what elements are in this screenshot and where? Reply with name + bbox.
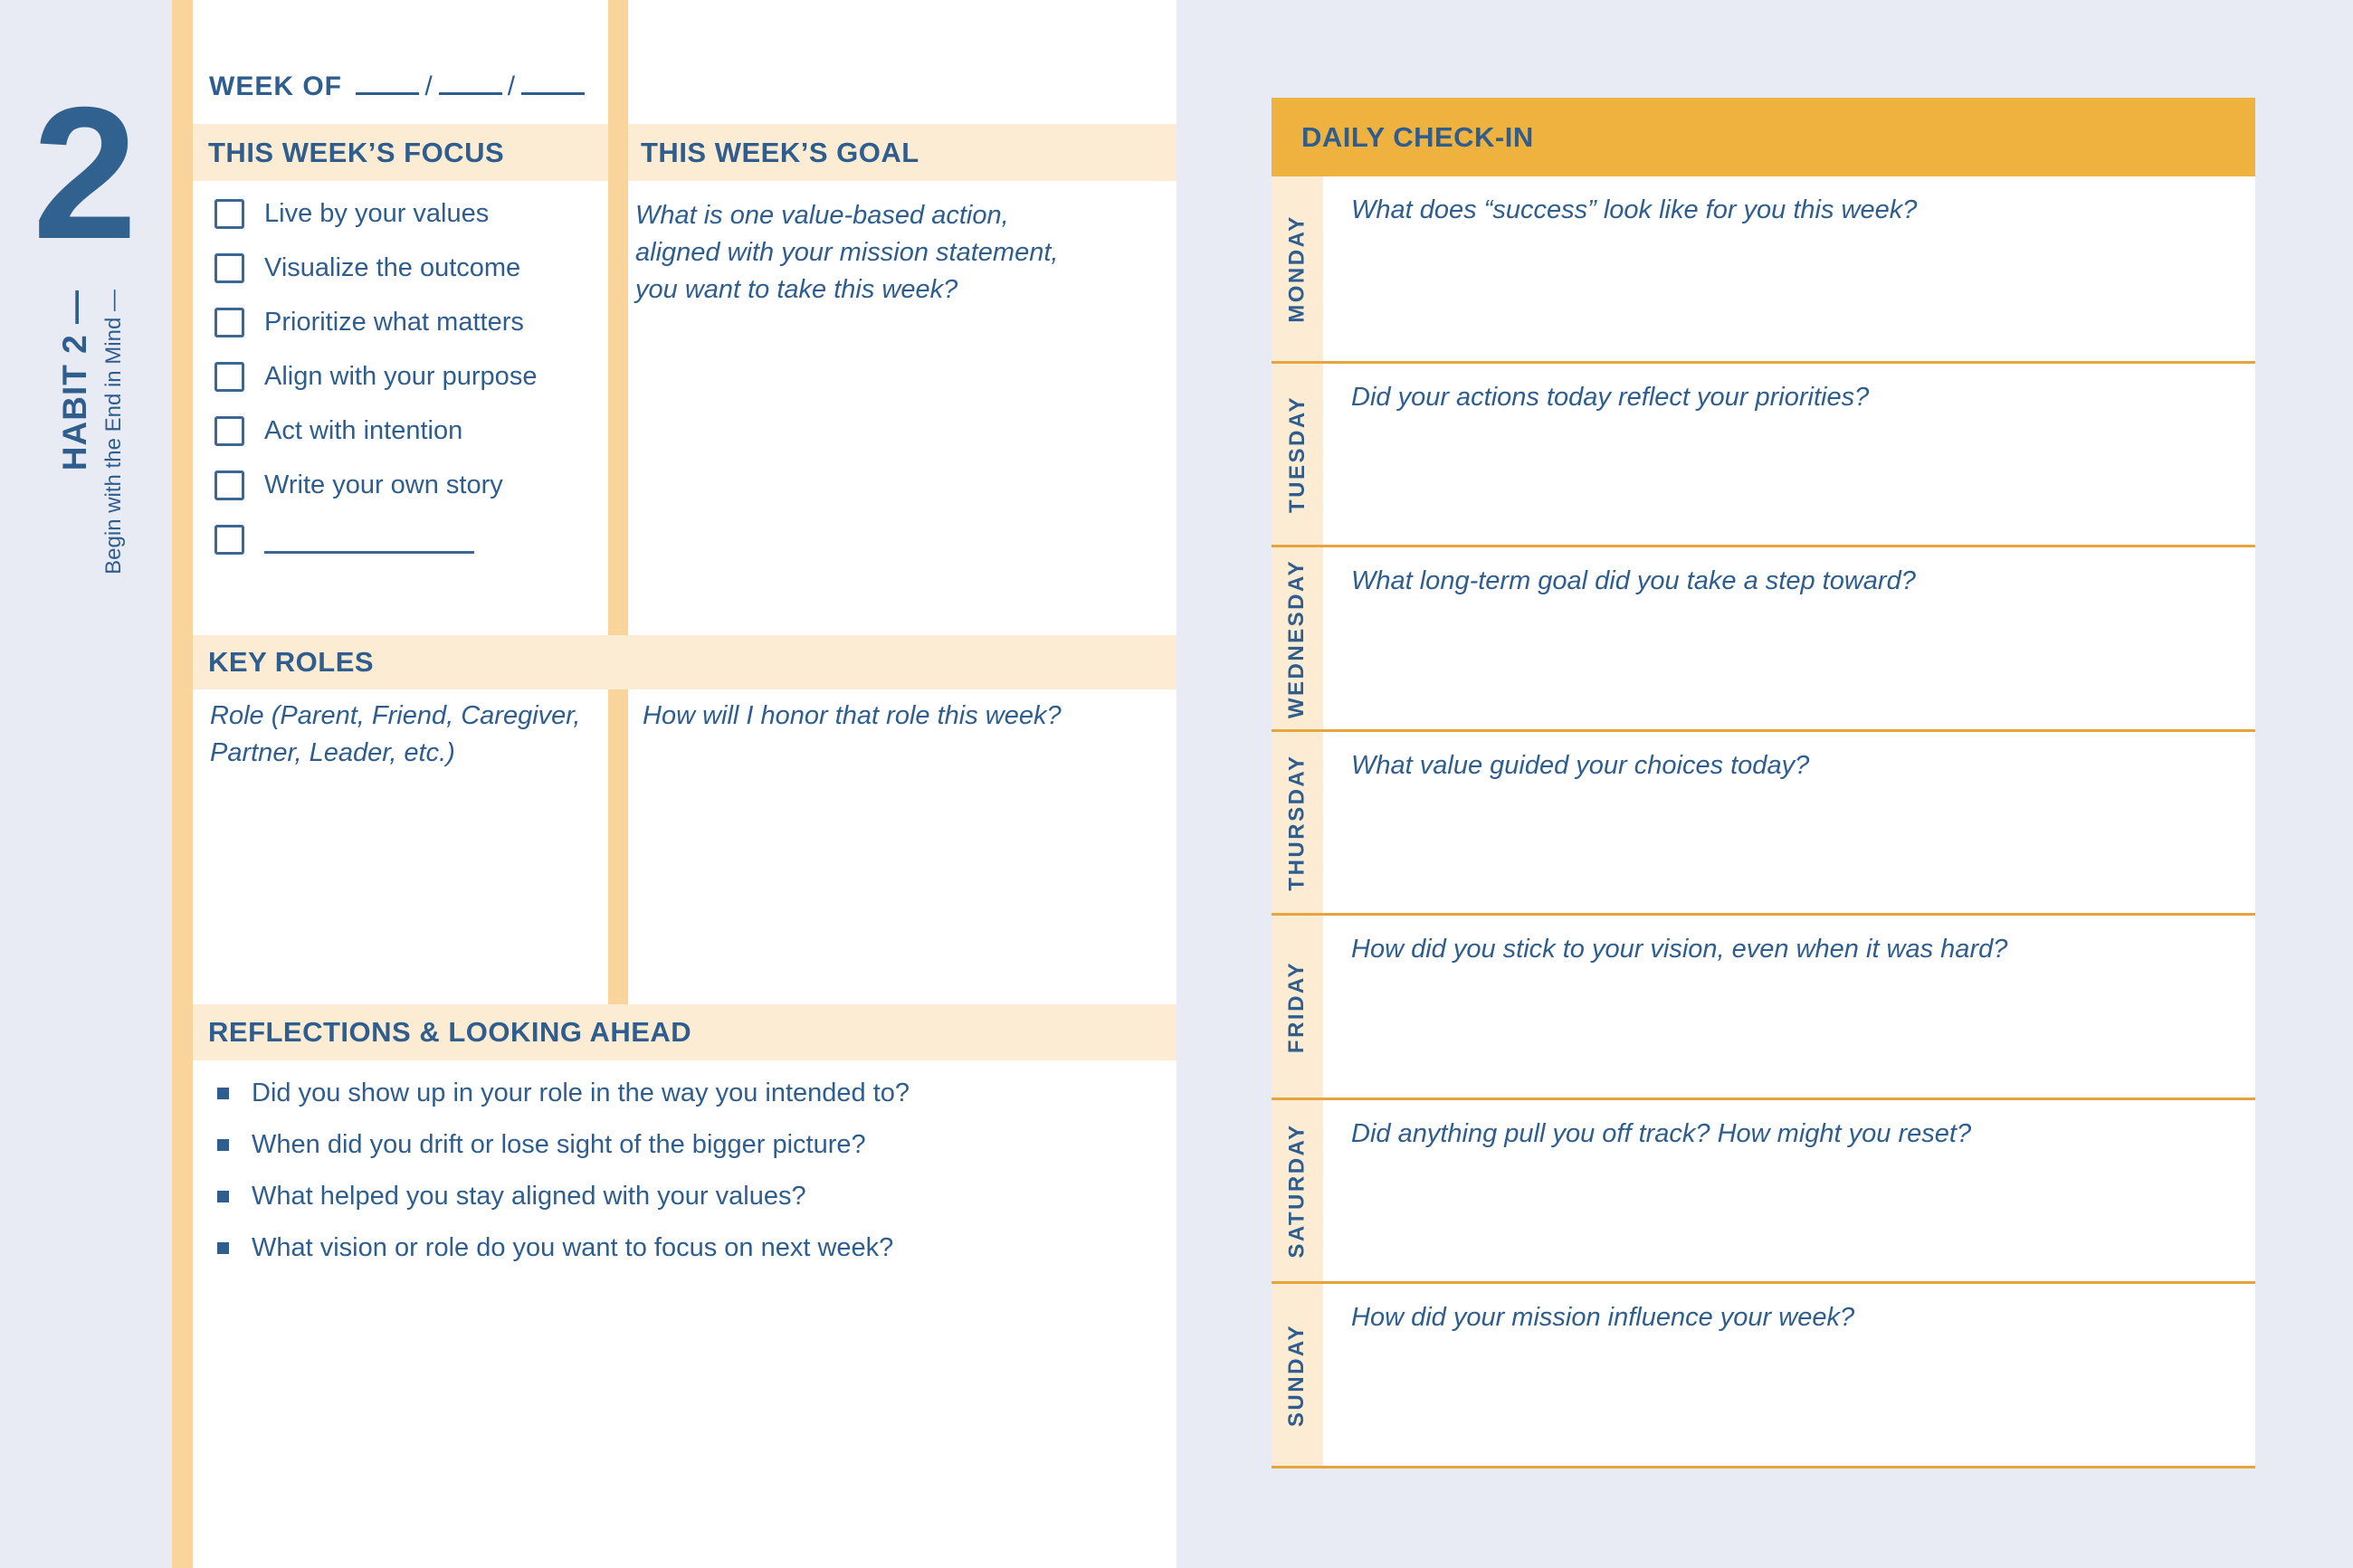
- daily-checkin-panel: [1272, 98, 2255, 1466]
- day-row-sunday[interactable]: [1272, 1281, 2255, 1466]
- day-row-monday[interactable]: [1272, 176, 2255, 361]
- reflection-list: [217, 1079, 910, 1263]
- day-label-cell: [1272, 916, 1323, 1098]
- reflection-item: [217, 1130, 910, 1160]
- reflection-question: What vision or role do you want to focus on next week?: [252, 1233, 894, 1262]
- goal-prompt: What is one value-based action, aligned with your mission statement, you want to take this week?: [635, 201, 1059, 304]
- week-of-blank-day[interactable]: [439, 69, 502, 95]
- goal-title: THIS WEEK’S GOAL: [641, 136, 919, 168]
- day-row-wednesday[interactable]: [1272, 545, 2255, 729]
- day-question: What long-term goal did you take a step toward?: [1351, 566, 1916, 595]
- reflection-question: Did you show up in your role in the way you intended to?: [252, 1079, 910, 1107]
- day-label: THURSDAY: [1284, 754, 1310, 891]
- checklist-item: [214, 362, 537, 392]
- reflection-item: [217, 1233, 910, 1263]
- bullet-square-icon: [217, 1242, 229, 1254]
- week-of-label: WEEK OF: [209, 71, 342, 101]
- checklist-item-label: Act with intention: [264, 416, 463, 445]
- daily-checkin-title: DAILY CHECK-IN: [1301, 120, 1534, 153]
- em-dash-icon: —: [56, 290, 93, 324]
- section-band-key-roles: [193, 635, 1176, 689]
- day-row-tuesday[interactable]: [1272, 361, 2255, 545]
- habit-title: HABIT 2: [56, 334, 93, 471]
- checklist-item: [214, 470, 537, 500]
- week-of-blank-year[interactable]: [521, 69, 585, 95]
- day-question: Did your actions today reflect your priorities?: [1351, 383, 1870, 412]
- reflection-question: When did you drift or lose sight of the bigger picture?: [252, 1130, 866, 1159]
- day-row-friday[interactable]: [1272, 913, 2255, 1098]
- reflection-question: What helped you stay aligned with your values?: [252, 1182, 806, 1211]
- focus-checklist: [214, 199, 537, 555]
- checklist-item: [214, 199, 537, 229]
- habit-subtitle: Begin with the End in Mind: [101, 317, 126, 575]
- day-label-cell: [1272, 732, 1323, 913]
- key-roles-title: KEY ROLES: [208, 646, 375, 678]
- daily-checkin-header: [1272, 98, 2255, 176]
- week-of-blank-month[interactable]: [356, 69, 419, 95]
- day-label-cell: [1272, 547, 1323, 729]
- checklist-item-label: Visualize the outcome: [264, 253, 521, 282]
- day-row-saturday[interactable]: [1272, 1098, 2255, 1281]
- checklist-item-blank: [214, 525, 537, 555]
- week-of-row: [209, 69, 590, 102]
- bullet-square-icon: [217, 1139, 229, 1151]
- section-band-focus: [193, 124, 608, 181]
- habit-number: 2: [33, 69, 138, 279]
- reflections-title: REFLECTIONS & LOOKING AHEAD: [208, 1016, 692, 1048]
- day-label-cell: [1272, 1100, 1323, 1281]
- habit-subtitle-line: [98, 290, 130, 575]
- checklist-item-label: Live by your values: [264, 199, 490, 228]
- reflection-item: [217, 1079, 910, 1108]
- honor-role-prompt: How will I honor that role this week?: [643, 701, 1062, 730]
- day-label-cell: [1272, 1284, 1323, 1466]
- checklist-blank-line[interactable]: [264, 526, 474, 554]
- day-label: WEDNESDAY: [1284, 558, 1310, 718]
- checkbox[interactable]: [214, 253, 244, 283]
- checklist-item: [214, 308, 537, 337]
- checkbox[interactable]: [214, 525, 244, 555]
- day-question: How did you stick to your vision, even when it was hard?: [1351, 935, 2008, 964]
- focus-title: THIS WEEK’S FOCUS: [208, 136, 505, 168]
- bullet-square-icon: [217, 1191, 229, 1202]
- checkbox[interactable]: [214, 199, 244, 229]
- checkbox[interactable]: [214, 416, 244, 446]
- checkbox[interactable]: [214, 308, 244, 337]
- day-label-cell: [1272, 176, 1323, 361]
- page-edge-strip: [172, 0, 193, 1568]
- day-row-thursday[interactable]: [1272, 729, 2255, 913]
- left-page: [172, 0, 1176, 1568]
- section-band-reflections: [193, 1004, 1176, 1060]
- em-dash-icon: —: [101, 290, 126, 311]
- checklist-item-label: Align with your purpose: [264, 362, 538, 391]
- checklist-item: [214, 416, 537, 446]
- bullet-square-icon: [217, 1088, 229, 1099]
- checkbox[interactable]: [214, 362, 244, 392]
- day-label: SUNDAY: [1284, 1323, 1310, 1427]
- day-question: What value guided your choices today?: [1351, 751, 1810, 780]
- date-slash: /: [424, 71, 433, 101]
- checklist-item: [214, 253, 537, 283]
- day-label: SATURDAY: [1284, 1123, 1310, 1259]
- section-band-goal: [628, 124, 1176, 181]
- checklist-item-label: Write your own story: [264, 470, 503, 499]
- habit-title-line: [52, 290, 98, 470]
- day-label: MONDAY: [1284, 214, 1310, 323]
- day-question: What does “success” look like for you this week?: [1351, 195, 1918, 224]
- day-label: FRIDAY: [1284, 960, 1310, 1053]
- checkbox[interactable]: [214, 470, 244, 500]
- checklist-item-label: Prioritize what matters: [264, 308, 524, 337]
- reflection-item: [217, 1182, 910, 1212]
- column-divider: [608, 0, 628, 1004]
- day-label-cell: [1272, 364, 1323, 545]
- role-prompt: Role (Parent, Friend, Caregiver, Partner, Leader, etc.): [210, 701, 581, 767]
- day-question: Did anything pull you off track? How might you reset?: [1351, 1119, 1972, 1148]
- date-slash: /: [507, 71, 517, 101]
- day-label: TUESDAY: [1284, 395, 1310, 513]
- habit-sidebar-title: [52, 290, 130, 651]
- daily-checkin-body: [1272, 176, 2255, 1468]
- day-question: How did your mission influence your week?: [1351, 1303, 1855, 1332]
